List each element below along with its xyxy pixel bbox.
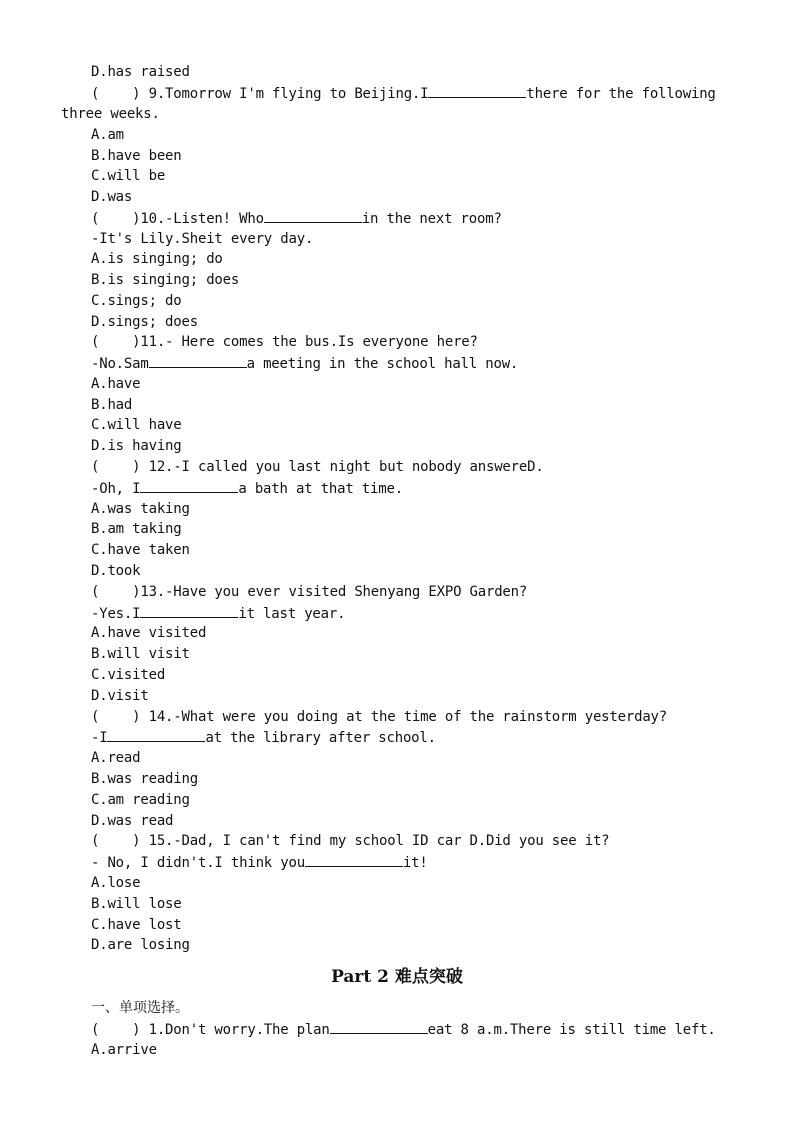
q14-option-d: D.was read: [91, 813, 174, 829]
q10-option-b: B.is singing; does: [91, 272, 240, 288]
q15-stem: ( ) 15.-Dad, I can't find my school ID car D.Did you see it?: [91, 833, 610, 849]
answer-blank[interactable]: [149, 354, 247, 368]
q9-option-c: C.will be: [91, 168, 166, 184]
p2q1-option-a: A.arrive: [91, 1042, 157, 1058]
q12-stem: ( ) 12.-I called you last night but nobody answereD.: [91, 459, 544, 475]
q13-stem: ( )13.-Have you ever visited Shenyang EXPO Garden?: [91, 584, 528, 600]
q9-option-d: D.was: [91, 189, 133, 205]
q13-option-b: B.will visit: [91, 646, 190, 662]
q9-option-b: B.have been: [91, 148, 182, 164]
q11-option-d: D.is having: [91, 438, 182, 454]
q9-stem: ( ) 9.Tomorrow I'm flying to Beijing.I there for the following: [91, 86, 716, 102]
q12-option-a: A.was taking: [91, 501, 190, 517]
q11-reply: -No.Sam a meeting in the school hall now.: [91, 356, 519, 372]
q9-stem-cont: three weeks.: [61, 106, 160, 122]
q9-option-a: A.am: [91, 127, 124, 143]
q15-reply: - No, I didn't.I think you it!: [91, 855, 428, 871]
q15-option-a: A.lose: [91, 875, 141, 891]
answer-blank[interactable]: [330, 1020, 428, 1034]
q10-stem: ( )10.-Listen! Who in the next room?: [91, 211, 502, 227]
q11-stem: ( )11.- Here comes the bus.Is everyone here?: [91, 334, 478, 350]
answer-blank[interactable]: [140, 479, 238, 493]
answer-blank[interactable]: [305, 853, 403, 867]
q15-option-b: B.will lose: [91, 896, 182, 912]
q10-option-a: A.is singing; do: [91, 251, 223, 267]
q15-option-d: D.are losing: [91, 937, 190, 953]
q12-option-d: D.took: [91, 563, 141, 579]
q11-option-b: B.had: [91, 397, 133, 413]
q12-option-b: B.am taking: [91, 521, 182, 537]
q13-reply: -Yes.I it last year.: [91, 606, 346, 622]
q10-option-c: C.sings; do: [91, 293, 182, 309]
q10-option-d: D.sings; does: [91, 314, 198, 330]
answer-blank[interactable]: [140, 604, 238, 618]
q14-reply: -I at the library after school.: [91, 730, 436, 746]
q14-option-c: C.am reading: [91, 792, 190, 808]
q11-option-c: C.will have: [91, 417, 182, 433]
q14-stem: ( ) 14.-What were you doing at the time of the rainstorm yesterday?: [91, 709, 668, 725]
p2q1-stem: ( ) 1.Don't worry.The plan eat 8 a.m.There is still time left.: [91, 1022, 716, 1038]
answer-blank[interactable]: [264, 209, 362, 223]
q13-option-c: C.visited: [91, 667, 166, 683]
answer-blank[interactable]: [107, 728, 205, 742]
q14-option-b: B.was reading: [91, 771, 198, 787]
q8-option-d: D.has raised: [91, 64, 190, 80]
section-title: 一、单项选择。: [91, 1000, 189, 1016]
q12-reply: -Oh, I a bath at that time.: [91, 481, 403, 497]
part2-heading: Part 2 难点突破: [331, 967, 463, 987]
q11-option-a: A.have: [91, 376, 141, 392]
q14-option-a: A.read: [91, 750, 141, 766]
answer-blank[interactable]: [428, 84, 526, 98]
q15-option-c: C.have lost: [91, 917, 182, 933]
q13-option-d: D.visit: [91, 688, 149, 704]
q13-option-a: A.have visited: [91, 625, 207, 641]
q10-reply: -It's Lily.Sheit every day.: [91, 231, 314, 247]
q12-option-c: C.have taken: [91, 542, 190, 558]
